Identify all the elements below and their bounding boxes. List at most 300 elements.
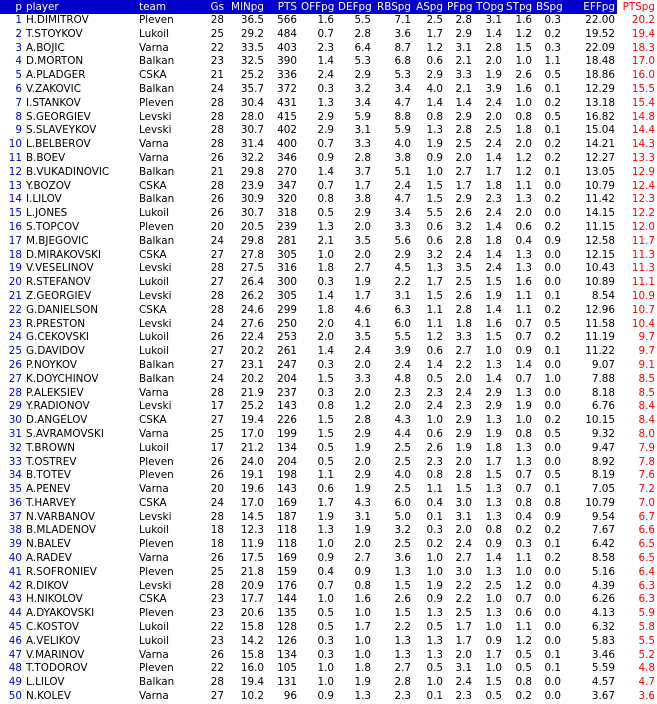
minutes-cell: 28.0 [240,110,264,123]
offensive-rebounds-cell: 1.9 [317,510,334,523]
points-per-game-cell: 3.6 [638,690,655,703]
minutes-cell: 20.5 [240,220,264,233]
offensive-rebounds-cell: 0.4 [317,565,334,578]
fouls-cell: 3.3 [455,331,472,344]
games-cell: 21 [210,69,224,82]
table-row [0,331,657,345]
turnovers-cell: 1.6 [485,317,502,330]
efficiency-cell: 7.67 [591,524,615,537]
rebounds-cell: 5.0 [394,510,411,523]
offensive-rebounds-cell: 1.1 [317,469,334,482]
defensive-rebounds-cell: 1.0 [354,634,371,647]
fouls-cell: 2.0 [455,524,472,537]
efficiency-cell: 8.19 [591,469,615,482]
efficiency-cell: 18.86 [585,69,615,82]
efficiency-cell: 9.54 [591,510,615,523]
minutes-cell: 32.5 [240,55,264,68]
steals-cell: 0.9 [515,345,532,358]
table-row [0,193,657,207]
steals-cell: 1.4 [515,358,532,371]
team-name-cell: Varna [139,386,169,399]
points-cell: 431 [277,96,297,109]
blocks-cell: 0.9 [544,510,561,523]
points-cell: 336 [277,69,297,82]
games-cell: 26 [210,455,224,468]
minutes-cell: 23.9 [240,179,264,192]
team-name-cell: Lukoil [139,345,169,358]
efficiency-cell: 19.52 [585,27,615,40]
blocks-cell: 0.1 [544,289,561,302]
team-name-cell: Levski [139,579,172,592]
efficiency-cell: 5.83 [591,634,615,647]
games-cell: 23 [210,593,224,606]
fouls-cell: 3.3 [455,69,472,82]
turnovers-cell: 2.4 [485,207,502,220]
assists-cell: 0.5 [426,372,443,385]
points-cell: 143 [277,400,297,413]
offensive-rebounds-cell: 1.4 [317,289,334,302]
points-per-game-cell: 6.7 [638,510,655,523]
rebounds-cell: 1.5 [394,607,411,620]
points-cell: 118 [277,524,297,537]
blocks-cell: 0.0 [544,441,561,454]
header-points-per-game: PTSpg [617,0,657,14]
steals-cell: 2.0 [515,138,532,151]
defensive-rebounds-cell: 3.1 [354,124,371,137]
team-name-cell: CSKA [139,593,167,606]
games-cell: 23 [210,634,224,647]
blocks-cell: 0.3 [544,14,561,26]
table-row [0,607,657,621]
points-per-game-cell: 7.9 [638,441,655,454]
offensive-rebounds-cell: 0.7 [317,27,334,40]
player-name-cell: G.DAVIDOV [26,345,85,358]
table-row [0,649,657,663]
minutes-cell: 14.2 [240,634,264,647]
rebounds-cell: 1.3 [394,565,411,578]
player-name-cell: D.ANGELOV [26,414,88,427]
defensive-rebounds-cell: 2.0 [354,248,371,261]
team-name-cell: Levski [139,110,172,123]
defensive-rebounds-cell: 0.9 [354,565,371,578]
fouls-cell: 2.4 [455,676,472,689]
games-cell: 23 [210,55,224,68]
rebounds-cell: 2.2 [394,621,411,634]
minutes-cell: 35.7 [240,82,264,95]
games-cell: 28 [210,303,224,316]
assists-cell: 1.4 [426,96,443,109]
points-per-game-cell: 4.7 [638,676,655,689]
assists-cell: 4.0 [426,82,443,95]
steals-cell: 0.6 [515,220,532,233]
fouls-cell: 2.1 [455,55,472,68]
assists-cell: 1.4 [426,358,443,371]
games-cell: 28 [210,124,224,137]
points-per-game-cell: 6.5 [638,552,655,565]
team-name-cell: Pleven [139,96,174,109]
rebounds-cell: 2.5 [394,538,411,551]
minutes-cell: 17.7 [240,593,264,606]
header-points: PTS [266,0,299,14]
blocks-cell: 0.0 [544,565,561,578]
player-name-cell: Y.BOZOV [26,179,71,192]
points-cell: 261 [277,345,297,358]
fouls-cell: 1.7 [455,634,472,647]
defensive-rebounds-cell: 1.3 [354,690,371,703]
minutes-cell: 14.5 [240,510,264,523]
turnovers-cell: 1.3 [485,414,502,427]
steals-cell: 1.3 [515,248,532,261]
games-cell: 24 [210,317,224,330]
assists-cell: 1.1 [426,303,443,316]
efficiency-cell: 9.07 [591,358,615,371]
turnovers-cell: 1.9 [485,69,502,82]
turnovers-cell: 1.0 [485,621,502,634]
rebounds-cell: 2.0 [394,400,411,413]
player-name-cell: T.HARVEY [26,496,77,509]
table-row [0,373,657,387]
offensive-rebounds-cell: 0.7 [317,179,334,192]
points-cell: 204 [277,372,297,385]
points-cell: 318 [277,207,297,220]
steals-cell: 1.3 [515,193,532,206]
player-name-cell: N.BALEV [26,538,71,551]
defensive-rebounds-cell: 5.9 [354,110,371,123]
games-cell: 28 [210,510,224,523]
points-cell: 126 [277,634,297,647]
efficiency-cell: 10.15 [585,414,615,427]
blocks-cell: 0.0 [544,262,561,275]
games-cell: 17 [210,400,224,413]
points-per-game-cell: 6.4 [638,565,655,578]
table-row [0,166,657,180]
minutes-cell: 27.6 [240,317,264,330]
offensive-rebounds-cell: 0.8 [317,400,334,413]
defensive-rebounds-cell: 4.3 [354,496,371,509]
steals-cell: 1.3 [515,455,532,468]
rank-cell: 27 [8,372,22,385]
offensive-rebounds-cell: 1.0 [317,593,334,606]
rebounds-cell: 3.4 [394,82,411,95]
minutes-cell: 27.8 [240,248,264,261]
rank-cell: 8 [15,110,22,123]
team-name-cell: Lukoil [139,207,169,220]
header-fouls: PFpg [447,1,473,13]
table-row [0,235,657,249]
turnovers-cell: 2.0 [485,55,502,68]
table-row [0,414,657,428]
defensive-rebounds-cell: 1.8 [354,662,371,675]
steals-cell: 1.0 [515,96,532,109]
turnovers-cell: 1.8 [485,179,502,192]
points-cell: 270 [277,165,297,178]
minutes-cell: 10.2 [240,690,264,703]
assists-cell: 0.8 [426,110,443,123]
fouls-cell: 3.0 [455,496,472,509]
rank-cell: 37 [8,510,22,523]
offensive-rebounds-cell: 1.3 [317,524,334,537]
player-name-cell: R.SOFRONIEV [26,565,97,578]
offensive-rebounds-cell: 0.3 [317,634,334,647]
blocks-cell: 0.5 [544,69,561,82]
offensive-rebounds-cell: 0.7 [317,579,334,592]
defensive-rebounds-cell: 2.0 [354,538,371,551]
assists-cell: 1.9 [426,579,443,592]
rebounds-cell: 2.7 [394,662,411,675]
points-cell: 305 [277,289,297,302]
blocks-cell: 0.0 [544,634,561,647]
minutes-cell: 20.2 [240,372,264,385]
efficiency-cell: 22.09 [585,41,615,54]
rebounds-cell: 2.6 [394,593,411,606]
header-player: player [24,0,137,14]
fouls-cell: 2.9 [455,110,472,123]
fouls-cell: 2.6 [455,207,472,220]
points-per-game-cell: 8.5 [638,372,655,385]
efficiency-cell: 10.43 [585,262,615,275]
defensive-rebounds-cell: 1.9 [354,276,371,289]
minutes-cell: 36.5 [240,14,264,26]
rank-cell: 45 [8,621,22,634]
rank-cell: 3 [15,41,22,54]
points-per-game-cell: 12.2 [631,207,655,220]
assists-cell: 0.5 [426,621,443,634]
offensive-rebounds-cell: 1.7 [317,496,334,509]
offensive-rebounds-cell: 2.4 [317,69,334,82]
efficiency-cell: 13.18 [585,96,615,109]
defensive-rebounds-cell: 2.9 [354,469,371,482]
efficiency-cell: 4.13 [591,607,615,620]
fouls-cell: 2.8 [455,469,472,482]
offensive-rebounds-cell: 1.8 [317,303,334,316]
points-cell: 128 [277,621,297,634]
team-name-cell: CSKA [139,414,167,427]
points-cell: 281 [277,234,297,247]
steals-cell: 0.7 [515,469,532,482]
player-name-cell: Y.RADIONOV [26,400,90,413]
blocks-cell: 0.0 [544,207,561,220]
rebounds-cell: 6.8 [394,55,411,68]
team-name-cell: Levski [139,400,172,413]
assists-cell: 0.1 [426,690,443,703]
offensive-rebounds-cell: 0.3 [317,386,334,399]
steals-cell: 1.2 [515,27,532,40]
rank-cell: 44 [8,607,22,620]
defensive-rebounds-cell: 3.5 [354,331,371,344]
rank-cell: 4 [15,55,22,68]
offensive-rebounds-cell: 0.9 [317,151,334,164]
efficiency-cell: 4.39 [591,579,615,592]
table-row [0,152,657,166]
blocks-cell: 0.2 [544,552,561,565]
steals-cell: 0.7 [515,331,532,344]
games-cell: 26 [210,648,224,661]
player-name-cell: L.JONES [26,207,68,220]
offensive-rebounds-cell: 0.7 [317,138,334,151]
minutes-cell: 17.0 [240,496,264,509]
player-name-cell: P.NOYKOV [26,358,78,371]
games-cell: 18 [210,524,224,537]
rank-cell: 14 [8,193,22,206]
assists-cell: 0.1 [426,510,443,523]
points-per-game-cell: 9.1 [638,358,655,371]
team-name-cell: Levski [139,510,172,523]
rebounds-cell: 4.4 [394,427,411,440]
turnovers-cell: 1.3 [485,510,502,523]
steals-cell: 1.9 [515,400,532,413]
points-per-game-cell: 11.7 [631,234,655,247]
rebounds-cell: 2.4 [394,179,411,192]
turnovers-cell: 1.4 [485,303,502,316]
rank-cell: 34 [8,469,22,482]
points-per-game-cell: 11.3 [631,248,655,261]
turnovers-cell: 1.9 [485,289,502,302]
team-name-cell: Pleven [139,455,174,468]
rebounds-cell: 6.0 [394,496,411,509]
offensive-rebounds-cell: 2.0 [317,331,334,344]
assists-cell: 1.5 [426,289,443,302]
points-cell: 169 [277,552,297,565]
points-cell: 134 [277,441,297,454]
assists-cell: 1.1 [426,483,443,496]
fouls-cell: 2.7 [455,345,472,358]
steals-cell: 0.6 [515,607,532,620]
defensive-rebounds-cell: 1.0 [354,648,371,661]
offensive-rebounds-cell: 0.8 [317,193,334,206]
points-per-game-cell: 14.8 [631,110,655,123]
minutes-cell: 29.2 [240,27,264,40]
fouls-cell: 2.5 [455,138,472,151]
rank-cell: 38 [8,524,22,537]
header-minutes: MINpg [226,0,266,14]
turnovers-cell: 1.4 [485,27,502,40]
table-row [0,221,657,235]
points-per-game-cell: 12.9 [631,165,655,178]
steals-cell: 2.0 [515,207,532,220]
efficiency-cell: 8.18 [591,386,615,399]
games-cell: 26 [210,193,224,206]
steals-cell: 1.6 [515,82,532,95]
points-per-game-cell: 17.0 [631,55,655,68]
turnovers-cell: 1.3 [485,565,502,578]
rank-cell: 28 [8,386,22,399]
points-per-game-cell: 5.8 [638,621,655,634]
rebounds-cell: 2.4 [394,358,411,371]
fouls-cell: 2.0 [455,648,472,661]
fouls-cell: 1.5 [455,483,472,496]
efficiency-cell: 11.22 [585,345,615,358]
efficiency-cell: 4.57 [591,676,615,689]
assists-cell: 2.5 [426,14,443,26]
assists-cell: 0.8 [426,469,443,482]
offensive-rebounds-cell: 1.8 [317,262,334,275]
points-per-game-cell: 6.6 [638,524,655,537]
team-name-cell: CSKA [139,303,167,316]
rebounds-cell: 3.1 [394,289,411,302]
rank-cell: 26 [8,358,22,371]
assists-cell: 1.7 [426,27,443,40]
player-name-cell: R.DIKOV [26,579,69,592]
blocks-cell: 0.2 [544,414,561,427]
efficiency-cell: 12.15 [585,248,615,261]
blocks-cell: 0.1 [544,538,561,551]
points-per-game-cell: 8.4 [638,400,655,413]
points-per-game-cell: 5.5 [638,634,655,647]
offensive-rebounds-cell: 0.3 [317,648,334,661]
defensive-rebounds-cell: 2.8 [354,27,371,40]
steals-cell: 1.3 [515,441,532,454]
steals-cell: 1.2 [515,634,532,647]
steals-cell: 0.4 [515,234,532,247]
offensive-rebounds-cell: 0.9 [317,690,334,703]
efficiency-cell: 5.59 [591,662,615,675]
games-cell: 26 [210,331,224,344]
offensive-rebounds-cell: 0.3 [317,82,334,95]
assists-cell: 0.2 [426,538,443,551]
table-row [0,497,657,511]
turnovers-cell: 0.9 [485,538,502,551]
rebounds-cell: 4.0 [394,138,411,151]
player-name-cell: A.RADEV [26,552,72,565]
rank-cell: 32 [8,441,22,454]
rebounds-cell: 6.3 [394,303,411,316]
header-games: Gs [203,0,226,14]
points-cell: 566 [277,14,297,26]
team-name-cell: Varna [139,41,169,54]
player-name-cell: D.MORTON [26,55,84,68]
team-name-cell: Varna [139,648,169,661]
games-cell: 25 [210,27,224,40]
points-cell: 305 [277,248,297,261]
player-name-cell: T.BROWN [26,441,75,454]
player-name-cell: L.BELBEROV [26,138,91,151]
minutes-cell: 32.2 [240,151,264,164]
blocks-cell: 0.3 [544,41,561,54]
blocks-cell: 0.0 [544,276,561,289]
minutes-cell: 20.9 [240,579,264,592]
rebounds-cell: 2.5 [394,455,411,468]
efficiency-cell: 12.27 [585,151,615,164]
turnovers-cell: 1.5 [485,469,502,482]
points-per-game-cell: 15.5 [631,82,655,95]
minutes-cell: 20.6 [240,607,264,620]
assists-cell: 0.6 [426,234,443,247]
rank-cell: 47 [8,648,22,661]
offensive-rebounds-cell: 1.3 [317,96,334,109]
table-row [0,262,657,276]
table-row [0,428,657,442]
points-per-game-cell: 8.5 [638,386,655,399]
header-rebounds: RBSpg [373,0,413,14]
games-cell: 28 [210,676,224,689]
rebounds-cell: 2.3 [394,690,411,703]
minutes-cell: 30.9 [240,193,264,206]
player-name-cell: C.KOSTOV [26,621,80,634]
points-cell: 187 [277,510,297,523]
rebounds-cell: 5.6 [394,234,411,247]
defensive-rebounds-cell: 1.9 [354,483,371,496]
table-row [0,456,657,470]
defensive-rebounds-cell: 1.7 [354,289,371,302]
fouls-cell: 2.8 [455,303,472,316]
assists-cell: 1.5 [426,179,443,192]
efficiency-cell: 8.58 [591,552,615,565]
blocks-cell: 0.2 [544,303,561,316]
rank-cell: 30 [8,414,22,427]
points-cell: 204 [277,455,297,468]
team-name-cell: Lukoil [139,634,169,647]
fouls-cell: 3.2 [455,220,472,233]
